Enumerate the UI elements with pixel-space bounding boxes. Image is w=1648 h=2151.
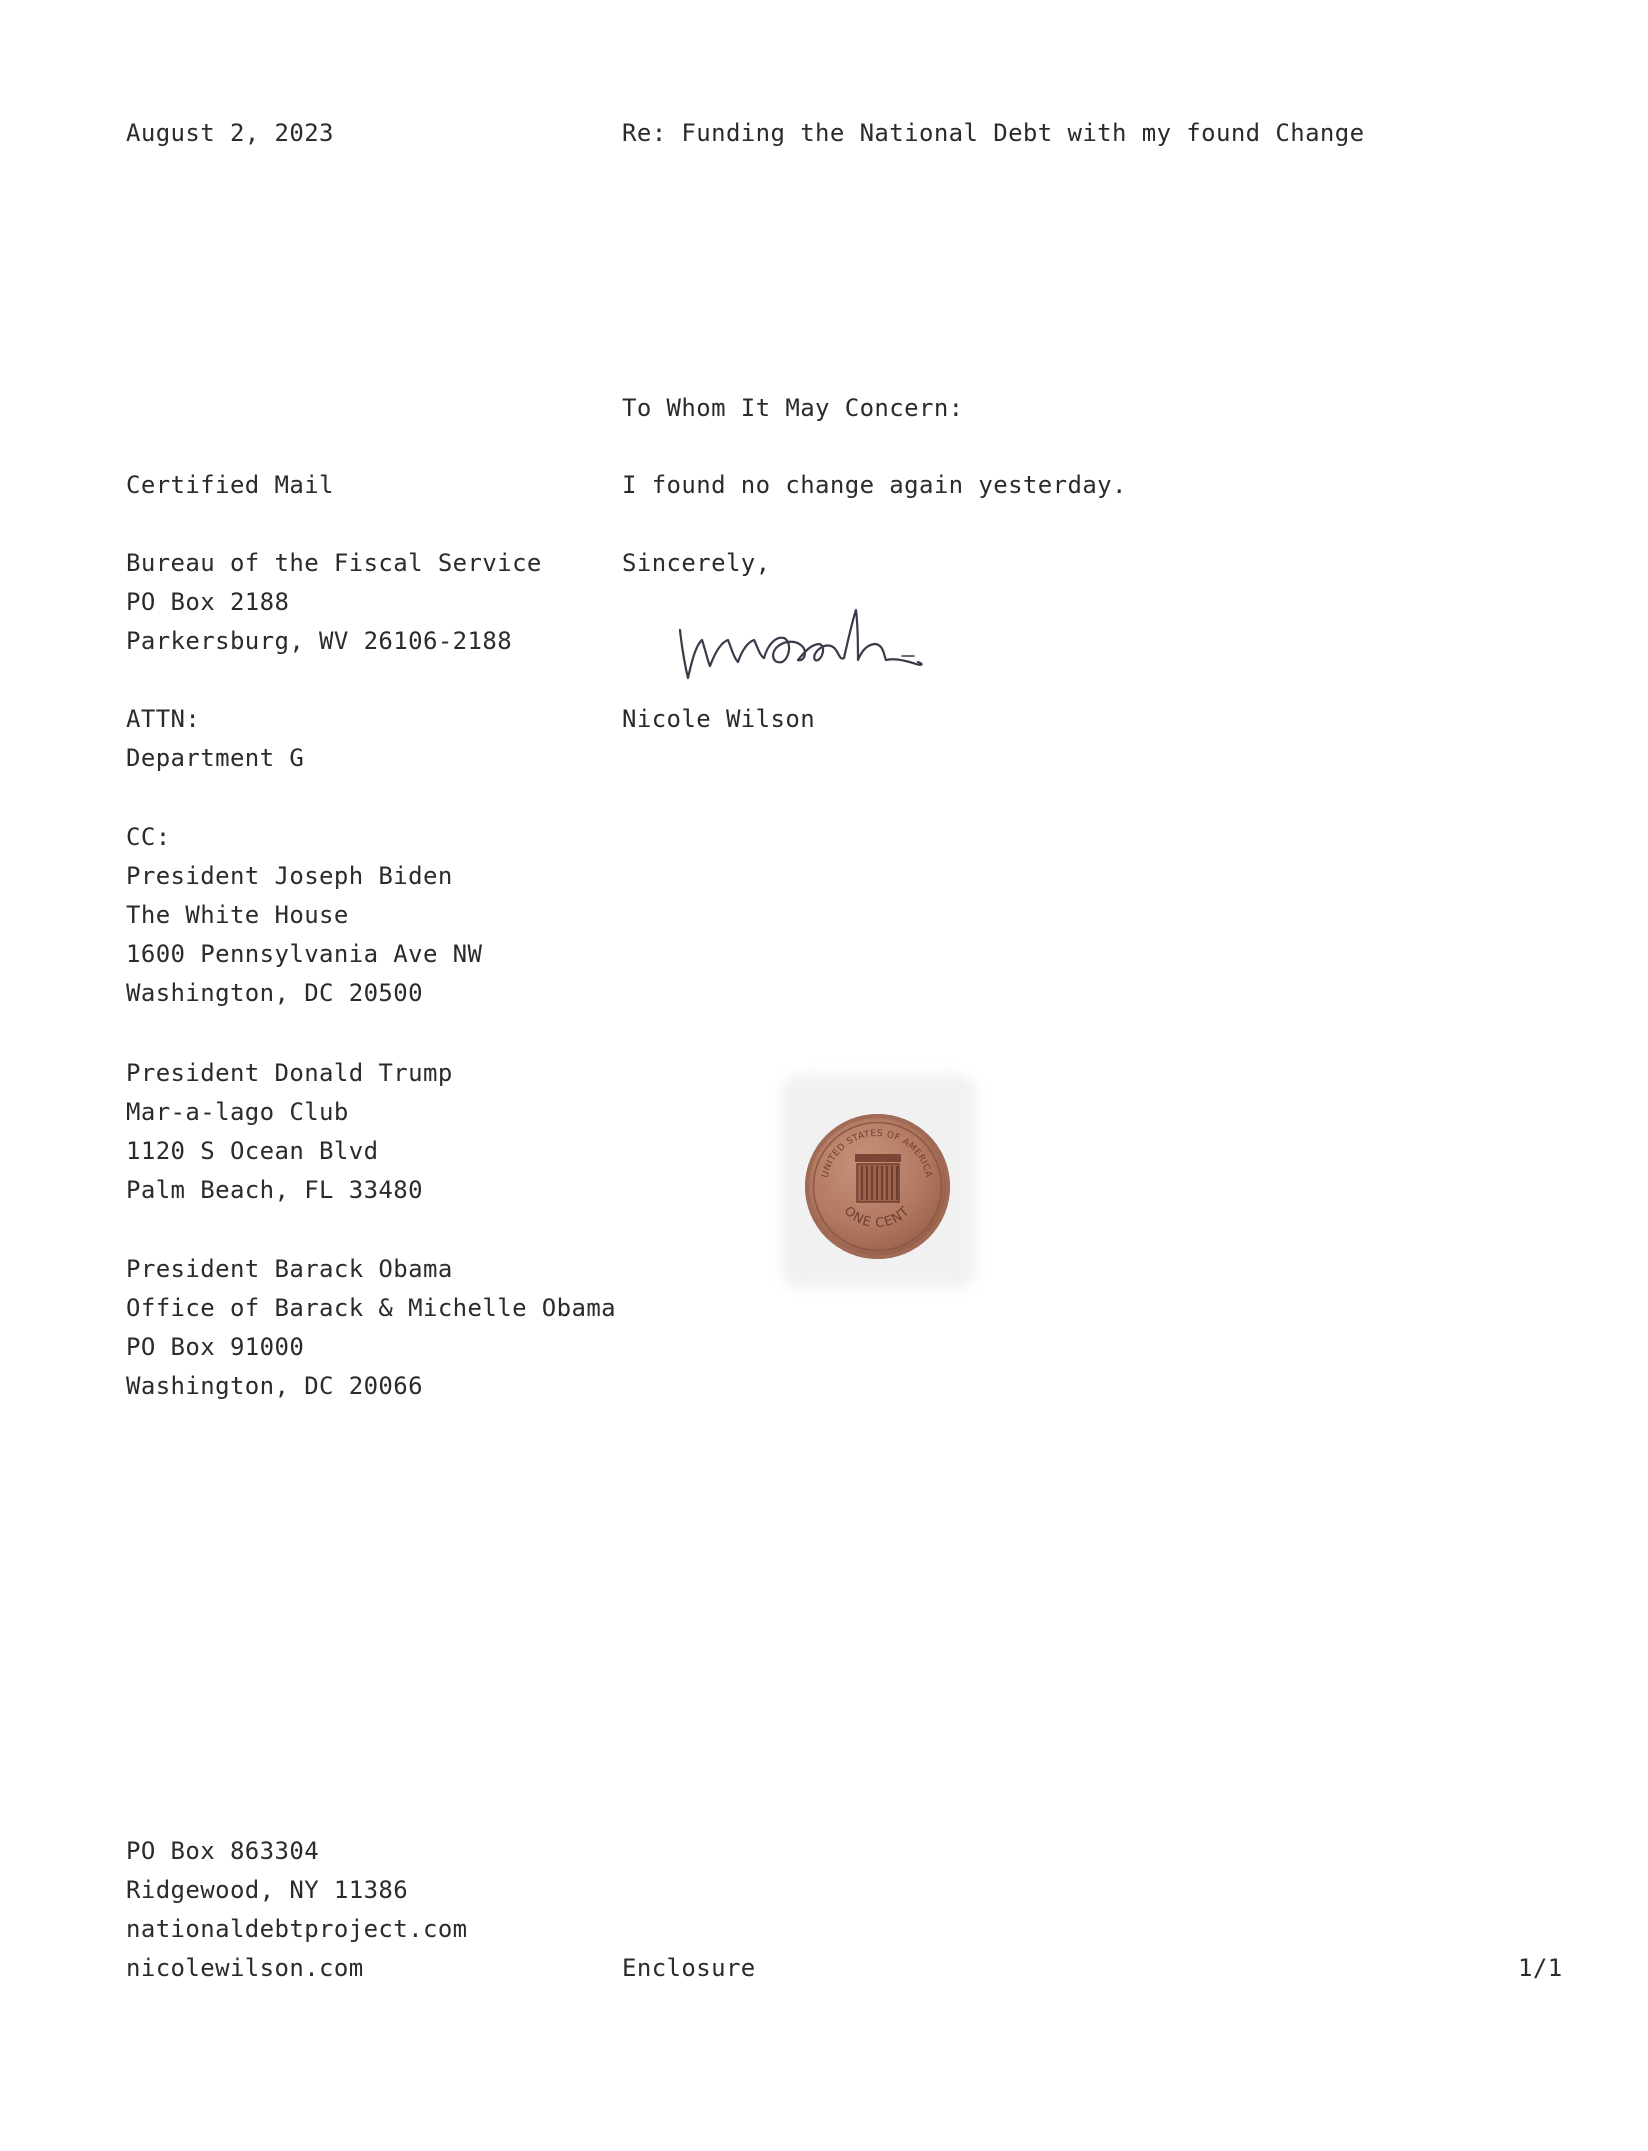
cc-line: President Joseph Biden [126,862,453,890]
letter-body: I found no change again yesterday. [622,471,1127,499]
letter-subject: Re: Funding the National Debt with my found Change [622,119,1365,147]
cc-line: The White House [126,901,349,929]
signer-name: Nicole Wilson [622,705,816,733]
shield-icon [855,1154,901,1202]
page-number: 1/1 [1518,1954,1563,1982]
recipient-line: PO Box 2188 [126,588,290,616]
cc-address [126,1054,453,1210]
sender-line: nicolewilson.com [126,1954,364,1982]
cc-line: Palm Beach, FL 33480 [126,1176,423,1204]
svg-text:ONE CENT [841,1204,913,1231]
sender-line: nationaldebtproject.com [126,1915,468,1943]
cc-line: 1120 S Ocean Blvd [126,1137,379,1165]
cc-line: PO Box 91000 [126,1333,305,1361]
sender-address [126,1832,468,1988]
cc-line: President Barack Obama [126,1255,453,1283]
cc-line: Washington, DC 20066 [126,1372,423,1400]
coin-bottom-text: ONE CENT [840,1203,914,1232]
salutation: To Whom It May Concern: [622,394,964,422]
attention-label: ATTN: [126,705,201,733]
closing: Sincerely, [622,549,771,577]
cc-line: President Donald Trump [126,1059,453,1087]
penny-coin [805,1114,950,1259]
recipient-address [126,544,542,661]
cc-line: Office of Barack & Michelle Obama [126,1294,617,1322]
attention-block [126,700,304,778]
cc-block [126,818,482,1013]
sender-line: Ridgewood, NY 11386 [126,1876,409,1904]
recipient-line: Bureau of the Fiscal Service [126,549,542,577]
cc-label: CC: [126,823,171,851]
sender-line: PO Box 863304 [126,1837,320,1865]
enclosure-note: Enclosure [622,1954,756,1982]
coin-top-text: UNITED STATES OF AMERICA [820,1128,934,1179]
cc-line: Mar-a-lago Club [126,1098,349,1126]
letter-date: August 2, 2023 [126,119,334,147]
cc-line: 1600 Pennsylvania Ave NW [126,940,483,968]
enclosed-penny [775,1070,995,1300]
handwritten-signature [672,600,972,700]
delivery-method: Certified Mail [126,471,334,499]
cc-address [126,1250,616,1406]
cc-line: Washington, DC 20500 [126,979,423,1007]
recipient-line: Parkersburg, WV 26106-2188 [126,627,513,655]
attention-value: Department G [126,744,305,772]
